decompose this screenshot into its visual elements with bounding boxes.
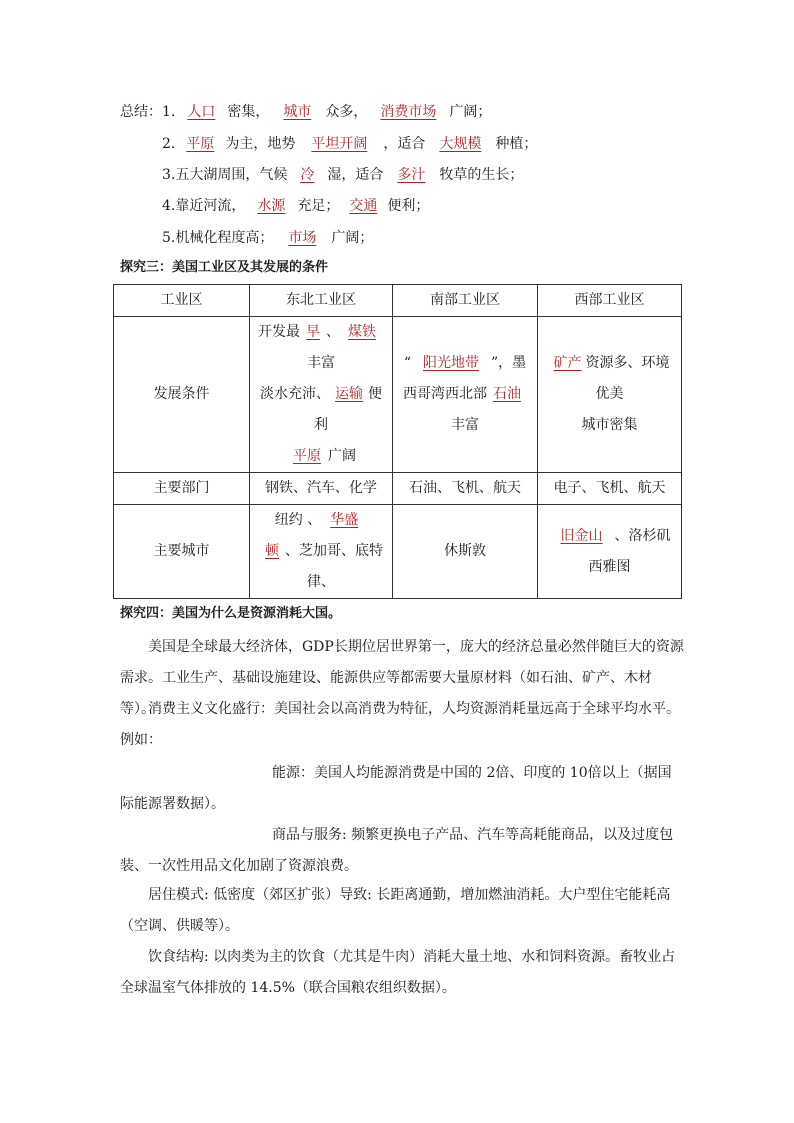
goods-line-2: 装、一次性用品文化加剧了资源浪费。 (120, 858, 358, 874)
table-cell: 石油、飞机、航天 (393, 473, 538, 505)
summary-text: 5.机械化程度高； (162, 230, 274, 246)
paragraph-diet: 饮食结构: 以肉类为主的饮食（尤其是牛肉）消耗大量土地、水和饲料资源。畜牧业占全球温室气体排放的 14.5%（联合国粮农组织数据）。 (120, 949, 676, 996)
cell-text: 便 (368, 386, 382, 402)
section3-title: 探究三：美国工业区及其发展的条件 (120, 260, 329, 275)
cell-text: 城市密集 (581, 417, 638, 433)
table-header-cell: 东北工业区 (250, 285, 393, 317)
summary-text: 广阔； (449, 104, 492, 120)
table-cell (250, 317, 393, 473)
cell-text: 西雅图 (588, 558, 631, 575)
summary-line-1 (120, 102, 491, 122)
summary-text: 4.靠近河流， (162, 198, 246, 214)
summary-text: 种植； (495, 136, 538, 152)
summary-text: 便利； (387, 198, 430, 214)
table-header-cell: 工业区 (114, 285, 250, 317)
cell-text: 淡水充沛、 (260, 386, 330, 402)
cell-text: 利 (314, 417, 328, 433)
table-cell (250, 505, 393, 599)
table-cell: 休斯敦 (393, 505, 538, 599)
table-cell: 钢铁、汽车、化学 (250, 473, 393, 505)
cell-text: 、 (326, 324, 340, 340)
table-row (114, 473, 682, 505)
cell-text: 开发最 (258, 324, 300, 340)
table-cell (393, 317, 538, 473)
summary-text: 充足； (297, 198, 340, 214)
energy-line-1: 能源：美国人均能源消费是中国的 2倍、印度的 10倍以上（据国 (272, 765, 672, 781)
summary-text: ，适合 (383, 136, 426, 152)
table-row (114, 505, 682, 599)
blank-answer: 运输 (335, 386, 363, 402)
table-cell (538, 317, 682, 473)
table-cell (538, 505, 682, 599)
blank-answer: 人口 (187, 104, 216, 120)
row-label: 主要城市 (114, 505, 250, 599)
paragraph-consumerism: 消费主义文化盛行：美国社会以高消费为特征，人均资源消耗量远高于全球平均水平。例如： (120, 701, 680, 748)
cell-text: 优美 (595, 386, 624, 402)
blank-answer: 市场 (288, 230, 317, 246)
blank-answer: 大规模 (439, 136, 482, 152)
paragraph-economy: 美国是全球最大经济体，GDP长期位居世界第一，庞大的经济总量必然伴随巨大的资源需求。工业生产、基础设施建设、能源供应等都需要大量原材料（如石油、矿产、木材等）。 (120, 639, 684, 717)
cell-text: 西哥湾西北部 (403, 386, 487, 402)
summary-line-4 (162, 196, 429, 216)
cell-text: ”，墨 (491, 355, 527, 371)
table-header-cell: 南部工业区 (393, 285, 538, 317)
cell-text: 律、 (307, 574, 335, 590)
summary-text: 湿，适合 (327, 167, 384, 183)
cell-text: 资源多、环境 (585, 355, 670, 371)
blank-answer: 顿 (265, 543, 279, 559)
table-header-row (114, 285, 682, 317)
summary-text: 2. (162, 136, 176, 152)
blank-answer: 多汁 (397, 167, 426, 183)
row-label: 主要部门 (114, 473, 250, 505)
cell-text: 丰富 (307, 355, 335, 371)
summary-line-3 (162, 165, 523, 185)
row-label: 发展条件 (114, 317, 250, 473)
energy-line-2: 际能源署数据）。 (120, 796, 225, 812)
cell-text: 、芝加哥、底特 (285, 543, 383, 559)
cell-text: 广阔 (328, 448, 356, 464)
industrial-zones-table (113, 284, 682, 599)
paragraph-housing: 居住模式: 低密度（郊区扩张）导致: 长距离通勤，增加燃油消耗。大户型住宅能耗高（空调、供暖等）。 (120, 887, 671, 934)
summary-line-2 (162, 134, 537, 154)
blank-answer: 旧金山 (560, 527, 603, 544)
cell-text: “ (403, 355, 411, 371)
section4-title: 探究四：美国为什么是资源消耗大国。 (120, 606, 342, 621)
blank-answer: 城市 (283, 104, 312, 120)
summary-line-5 (162, 228, 373, 248)
table-row (114, 317, 682, 473)
summary-text: 众多， (325, 104, 368, 120)
table-cell: 电子、飞机、航天 (538, 473, 682, 505)
blank-answer: 早 (306, 324, 320, 340)
cell-text: 纽约 、 (274, 512, 322, 528)
summary-text: 总结：1. (120, 104, 176, 120)
summary-text: 广阔； (331, 230, 374, 246)
summary-text: 为主，地势 (225, 136, 296, 152)
summary-text: 牧草的生长； (439, 167, 524, 183)
blank-answer: 平坦开阔 (311, 136, 368, 152)
summary-text: 密集， (227, 104, 270, 120)
blank-answer: 水源 (257, 198, 286, 214)
blank-answer: 矿产 (553, 355, 582, 371)
blank-answer: 冷 (300, 167, 315, 183)
blank-answer: 平原 (293, 448, 321, 464)
goods-line-1: 商品与服务: 频繁更换电子产品、汽车等高耗能商品，以及过度包 (272, 827, 674, 843)
blank-answer: 阳光地带 (423, 355, 479, 371)
blank-answer: 平原 (186, 136, 215, 152)
blank-answer: 煤铁 (348, 324, 376, 340)
blank-answer: 华盛 (330, 512, 359, 528)
cell-text: 丰富 (451, 417, 479, 433)
summary-text: 3.五大湖周围，气候 (162, 167, 288, 183)
table-header-cell: 西部工业区 (538, 285, 682, 317)
blank-answer: 消费市场 (380, 104, 437, 120)
cell-text: 、洛杉矶 (614, 527, 671, 544)
blank-answer: 交通 (349, 198, 378, 214)
blank-answer: 石油 (493, 386, 521, 402)
